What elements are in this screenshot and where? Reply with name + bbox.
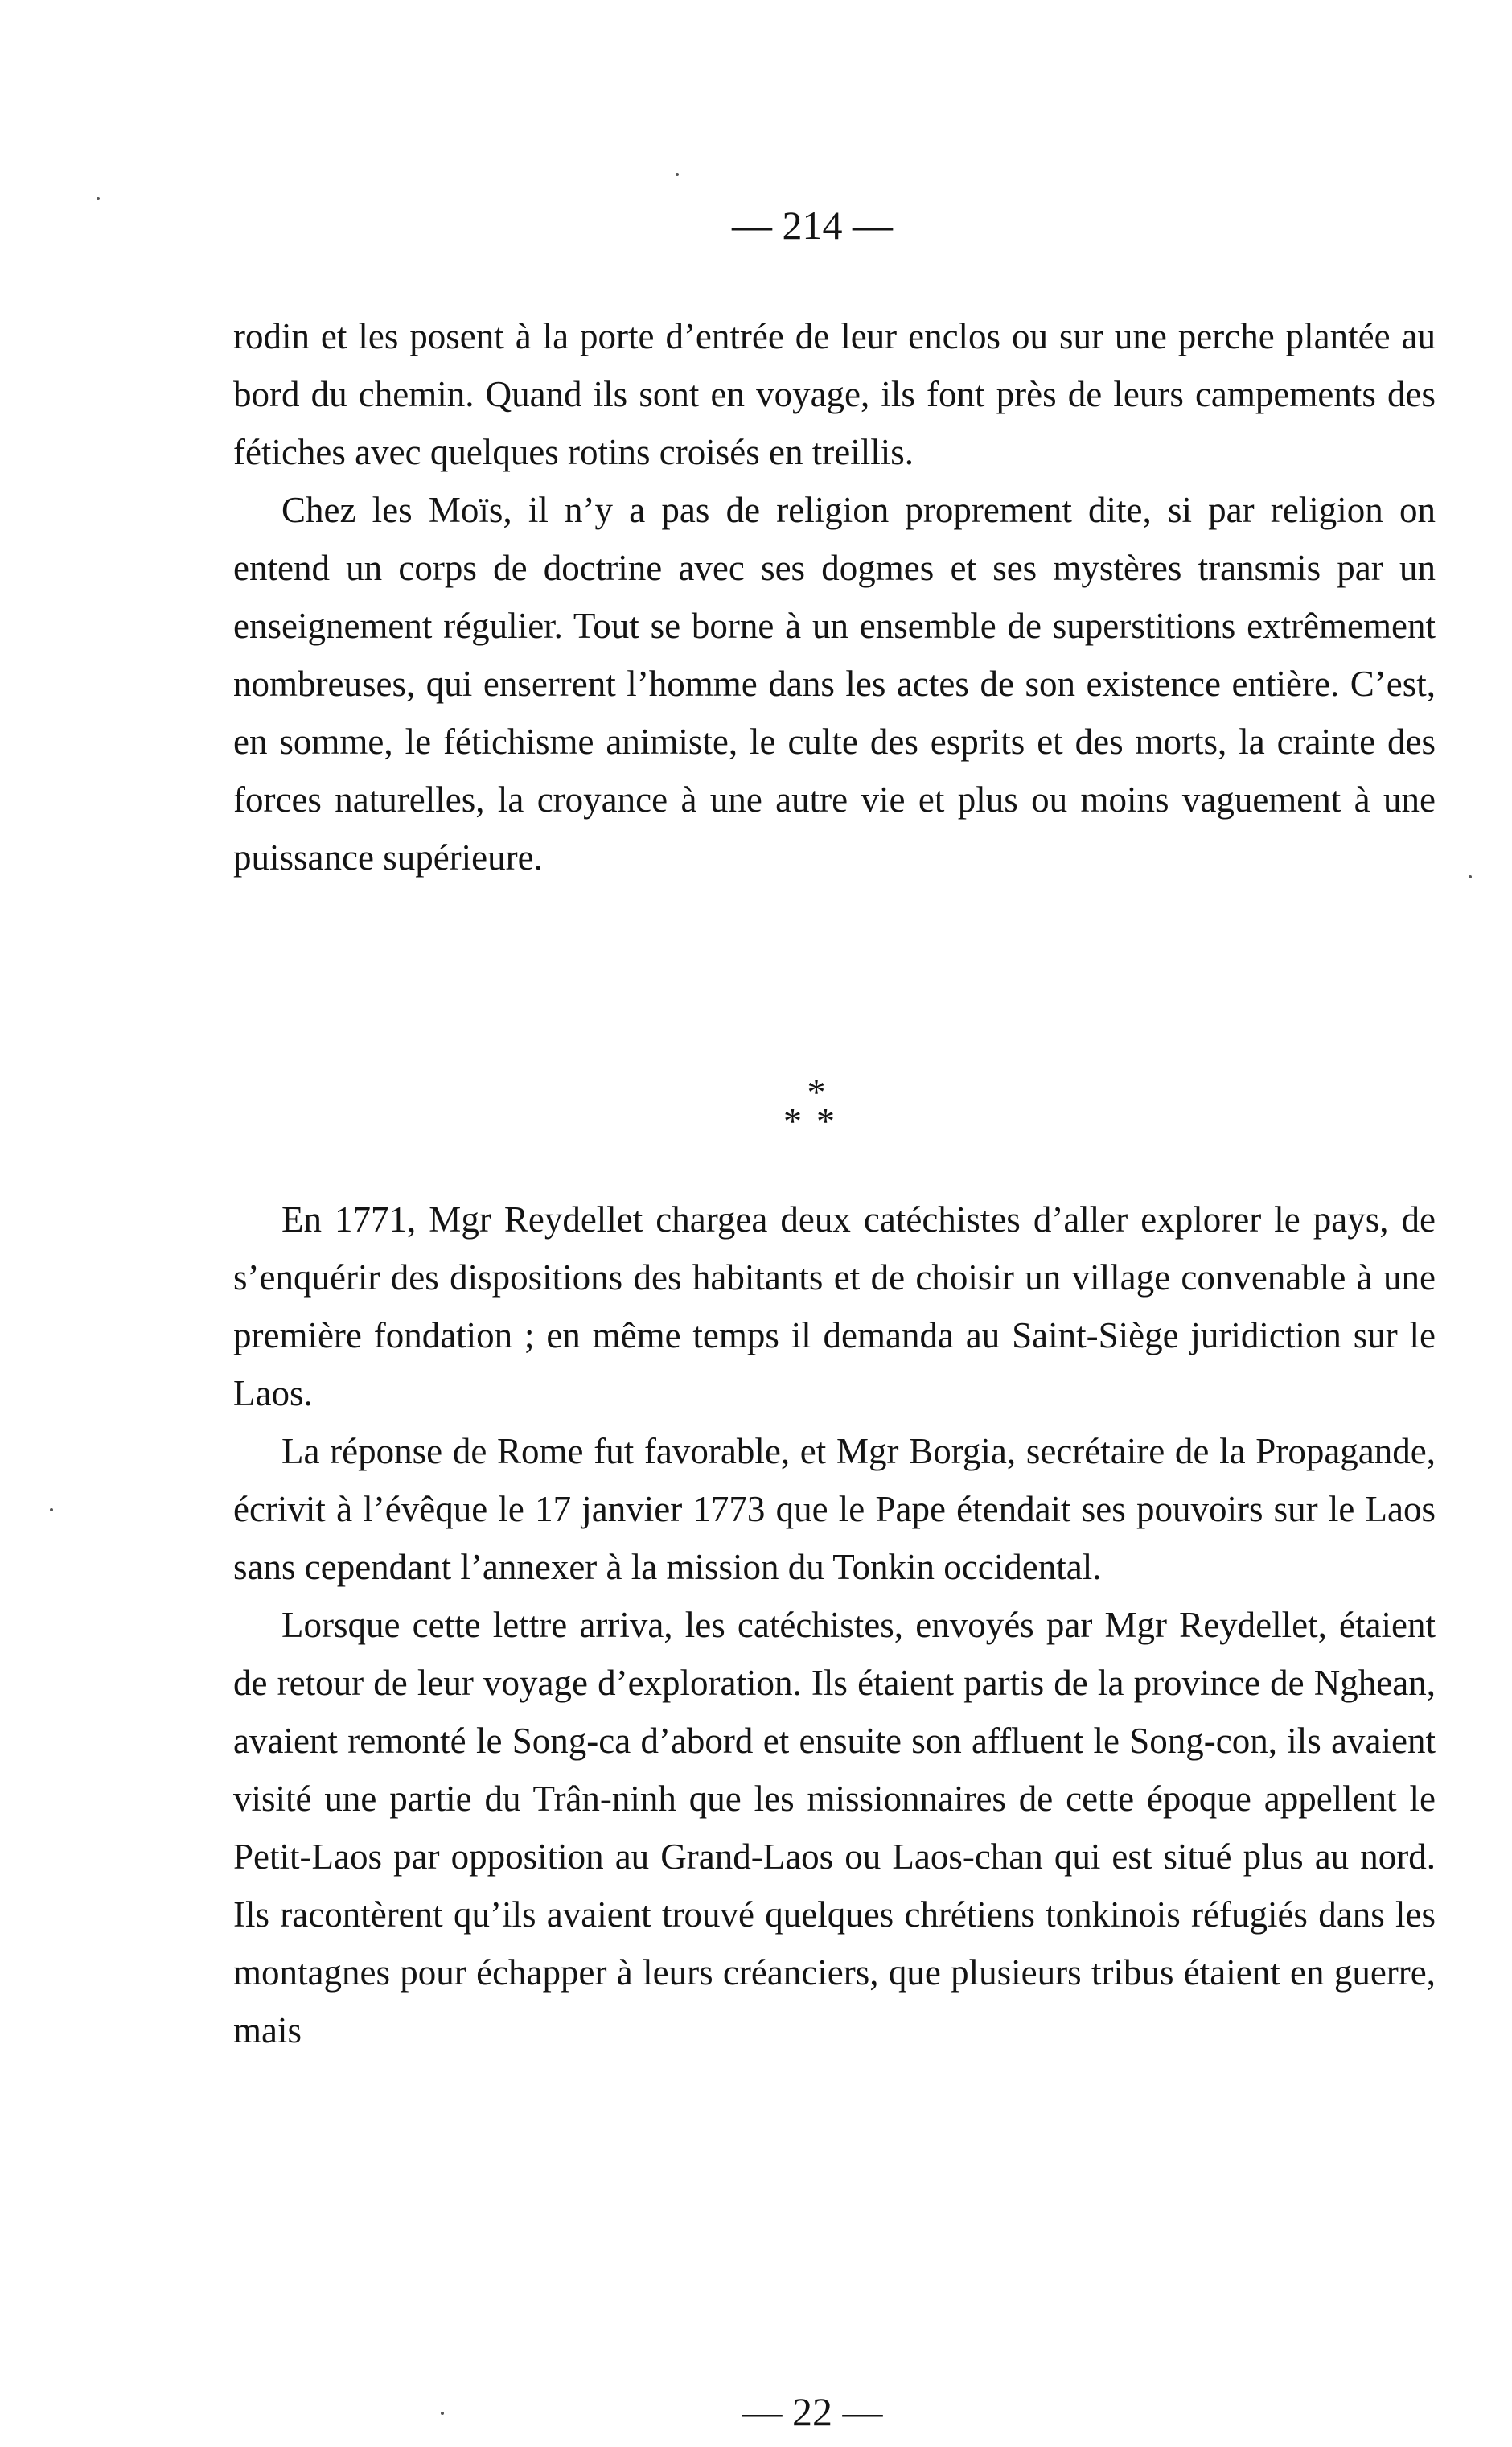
scan-speck — [97, 197, 100, 200]
scan-speck — [441, 2412, 444, 2415]
paragraph-catechists-return: Lorsque cette lettre arriva, les catéchistes, envoyés par Mgr Reydellet, étaient de retour de leur voyage d’exploration. Ils étaient partis de la province de Nghean, avaient remonté le Song-ca d’abord et ensuite son affluent le Song-con, ils avaient visité une partie du Trân-ninh que les missionnaires de cette époque appellent le Petit-Laos par opposition au Grand-Laos ou Laos-chan qui est situé plus au nord. Ils racontèrent qu’ils avaient trouvé quelques chrétiens tonkinois réfugiés dans les montagnes pour échapper à leurs créanciers, que plusieurs tribus étaient en guerre, mais — [233, 1605, 1436, 2050]
paragraph-1771: En 1771, Mgr Reydellet chargea deux catéchistes d’aller explorer le pays, de s’enquérir des dispositions des habitants et de choisir un village convenable à une première fondation ; en même temps il demanda au Saint-Siège juridiction sur le Laos. — [233, 1199, 1436, 1413]
page-footer-number: — 22 — — [742, 2389, 883, 2434]
page-header-number: — 214 — — [732, 203, 893, 248]
paragraph-continuation: rodin et les posent à la porte d’entrée de leur enclos ou sur une perche plantée au bord du chemin. Quand ils sont en voyage, ils font près de leurs campements des fétiches avec quelques rotins croisés en treillis. — [233, 316, 1436, 472]
scan-speck — [1469, 875, 1472, 878]
asterism-bottom-stars: ** — [783, 1100, 849, 1141]
section-body-1 — [233, 307, 1436, 886]
paragraph-religion: Chez les Moïs, il n’y a pas de religion proprement dite, si par religion on entend un corps de doctrine avec ses dogmes et ses mystères transmis par un enseignement régulier. Tout se borne à un ensemble de superstitions extrêmement nombreuses, qui enserrent l’homme dans les actes de son existence entière. C’est, en somme, le fétichisme animiste, le culte des esprits et des morts, la crainte des forces naturelles, la croyance à une autre vie et plus ou moins vaguement à une puissance supérieure. — [233, 490, 1436, 878]
scan-speck — [50, 1508, 53, 1511]
paragraph-rome-response: La réponse de Rome fut favorable, et Mgr Borgia, secrétaire de la Propagande, écrivit à l’évêque le 17 janvier 1773 que le Pape étendait ses pouvoirs sur le Laos sans cependant l’annexer à la mission du Tonkin occidental. — [233, 1431, 1436, 1587]
scan-speck — [676, 173, 679, 176]
asterism-top-star: * — [807, 1071, 826, 1112]
section-body-2 — [233, 1191, 1436, 2059]
section-separator-asterism — [0, 1071, 1512, 1141]
